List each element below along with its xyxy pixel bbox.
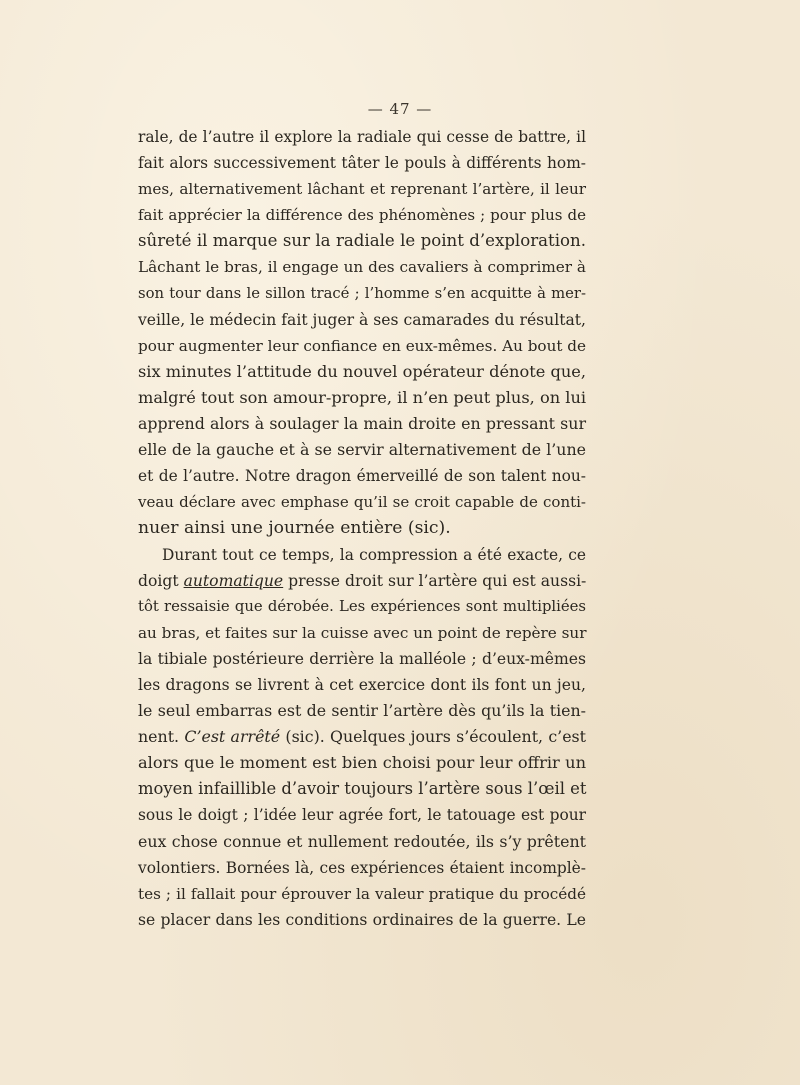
page-number: — 47 — <box>367 100 433 118</box>
text-line: sous le doigt ; l’idée leur agrée fort, le tatouage est pour <box>138 806 586 825</box>
text-line: veau déclare avec emphase qu’il se croit capable de conti- <box>138 493 586 512</box>
text-line: rale, de l’autre il explore la radiale qui cesse de battre, il <box>138 128 586 146</box>
text-line: fait apprécier la différence des phénomènes ; pour plus de <box>138 206 586 225</box>
text-line: volontiers. Bornées là, ces expériences étaient incomplè- <box>138 858 586 877</box>
text-line: au bras, et faites sur la cuisse avec un point de repère sur <box>138 623 587 642</box>
line-segment: doigt <box>138 571 184 590</box>
text-line: pour augmenter leur confiance en eux-mêmes. Au bout de <box>138 336 586 355</box>
text-line: eux chose connue et nullement redoutée, ils s’y prêtent <box>138 831 586 851</box>
text-line: moyen infaillible d’avoir toujours l’artère sous l’œil et <box>138 779 587 799</box>
text-line: son tour dans le sillon tracé ; l’homme s’en acquitte à mer- <box>138 284 586 302</box>
emphasized-word: automatique <box>183 571 284 590</box>
text-line: tes ; il fallait pour éprouver la valeur pratique du procédé <box>138 884 586 903</box>
text-line: Lâchant le bras, il engage un des cavaliers à comprimer à <box>138 258 586 277</box>
line-segment: nent. <box>138 727 185 747</box>
text-line: et de l’autre. Notre dragon émerveillé de son talent nou- <box>138 467 586 486</box>
text-line: elle de la gauche et à se servir alternativement de l’une <box>138 440 586 460</box>
text-line: alors que le moment est bien choisi pour leur offrir un <box>138 753 586 773</box>
text-line-with-emphasis <box>138 568 586 594</box>
text-line: sûreté il marque sur la radiale le point d’exploration. <box>138 231 586 251</box>
line-segment: presse droit sur l’artère qui est aussi- <box>283 571 587 590</box>
emphasized-phrase: C’est arrêté <box>184 727 281 747</box>
text-line: les dragons se livrent à cet exercice dont ils font un jeu, <box>138 675 586 694</box>
line-segment: (sic). Quelques jours s’écoulent, c’est <box>280 727 587 747</box>
paragraph-start-line: Durant tout ce temps, la compression a été exacte, ce <box>162 545 586 564</box>
text-line: mes, alternativement lâchant et reprenant l’artère, il leur <box>138 180 586 199</box>
text-line: malgré tout son amour-propre, il n’en peut plus, on lui <box>138 387 587 407</box>
text-line-with-emphasis <box>138 724 586 750</box>
body-text <box>138 124 586 933</box>
text-line: six minutes l’attitude du nouvel opérateur dénote que, <box>138 361 586 381</box>
text-line: se placer dans les conditions ordinaires de la guerre. Le <box>138 910 586 929</box>
text-line: la tibiale postérieure derrière la malléole ; d’eux-mêmes <box>138 649 586 668</box>
paragraph-end-line: nuer ainsi une journée entière (sic). <box>138 518 451 539</box>
text-line: apprend alors à soulager la main droite en pressant sur <box>138 414 586 434</box>
text-line: fait alors successivement tâter le pouls à différents hom- <box>138 154 586 173</box>
text-line: veille, le médecin fait juger à ses camarades du résultat, <box>138 310 587 329</box>
text-line: tôt ressaisie que dérobée. Les expériences sont multipliées <box>138 597 586 615</box>
text-line: le seul embarras est de sentir l’artère dès qu’ils la tien- <box>138 701 586 721</box>
